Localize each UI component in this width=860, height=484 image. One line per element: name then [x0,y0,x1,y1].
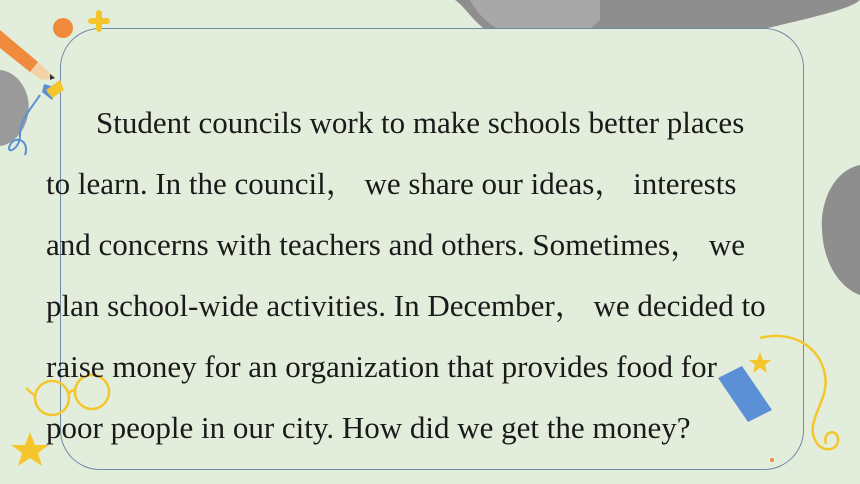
passage-line: and concerns with teachers and others. Sometimes， we [46,227,746,262]
passage-line: plan school-wide activities. In December， we decided to [46,288,766,323]
small-orange-dot-icon [770,458,774,462]
passage-line: to learn. In the council， we share our ideas， interests [46,166,737,201]
passage-line: raise money for an organization that provides food for [46,349,717,384]
pencil-icon [0,30,64,100]
plus-sparkle-icon [88,10,110,32]
passage-line: poor people in our city. How did we get the money? [46,410,691,445]
reading-passage [46,92,826,458]
orange-dot-icon [53,18,73,38]
blue-squiggle-icon [9,95,40,155]
passage-line: Student councils work to make schools better places [96,105,745,140]
star-icon [11,432,49,466]
